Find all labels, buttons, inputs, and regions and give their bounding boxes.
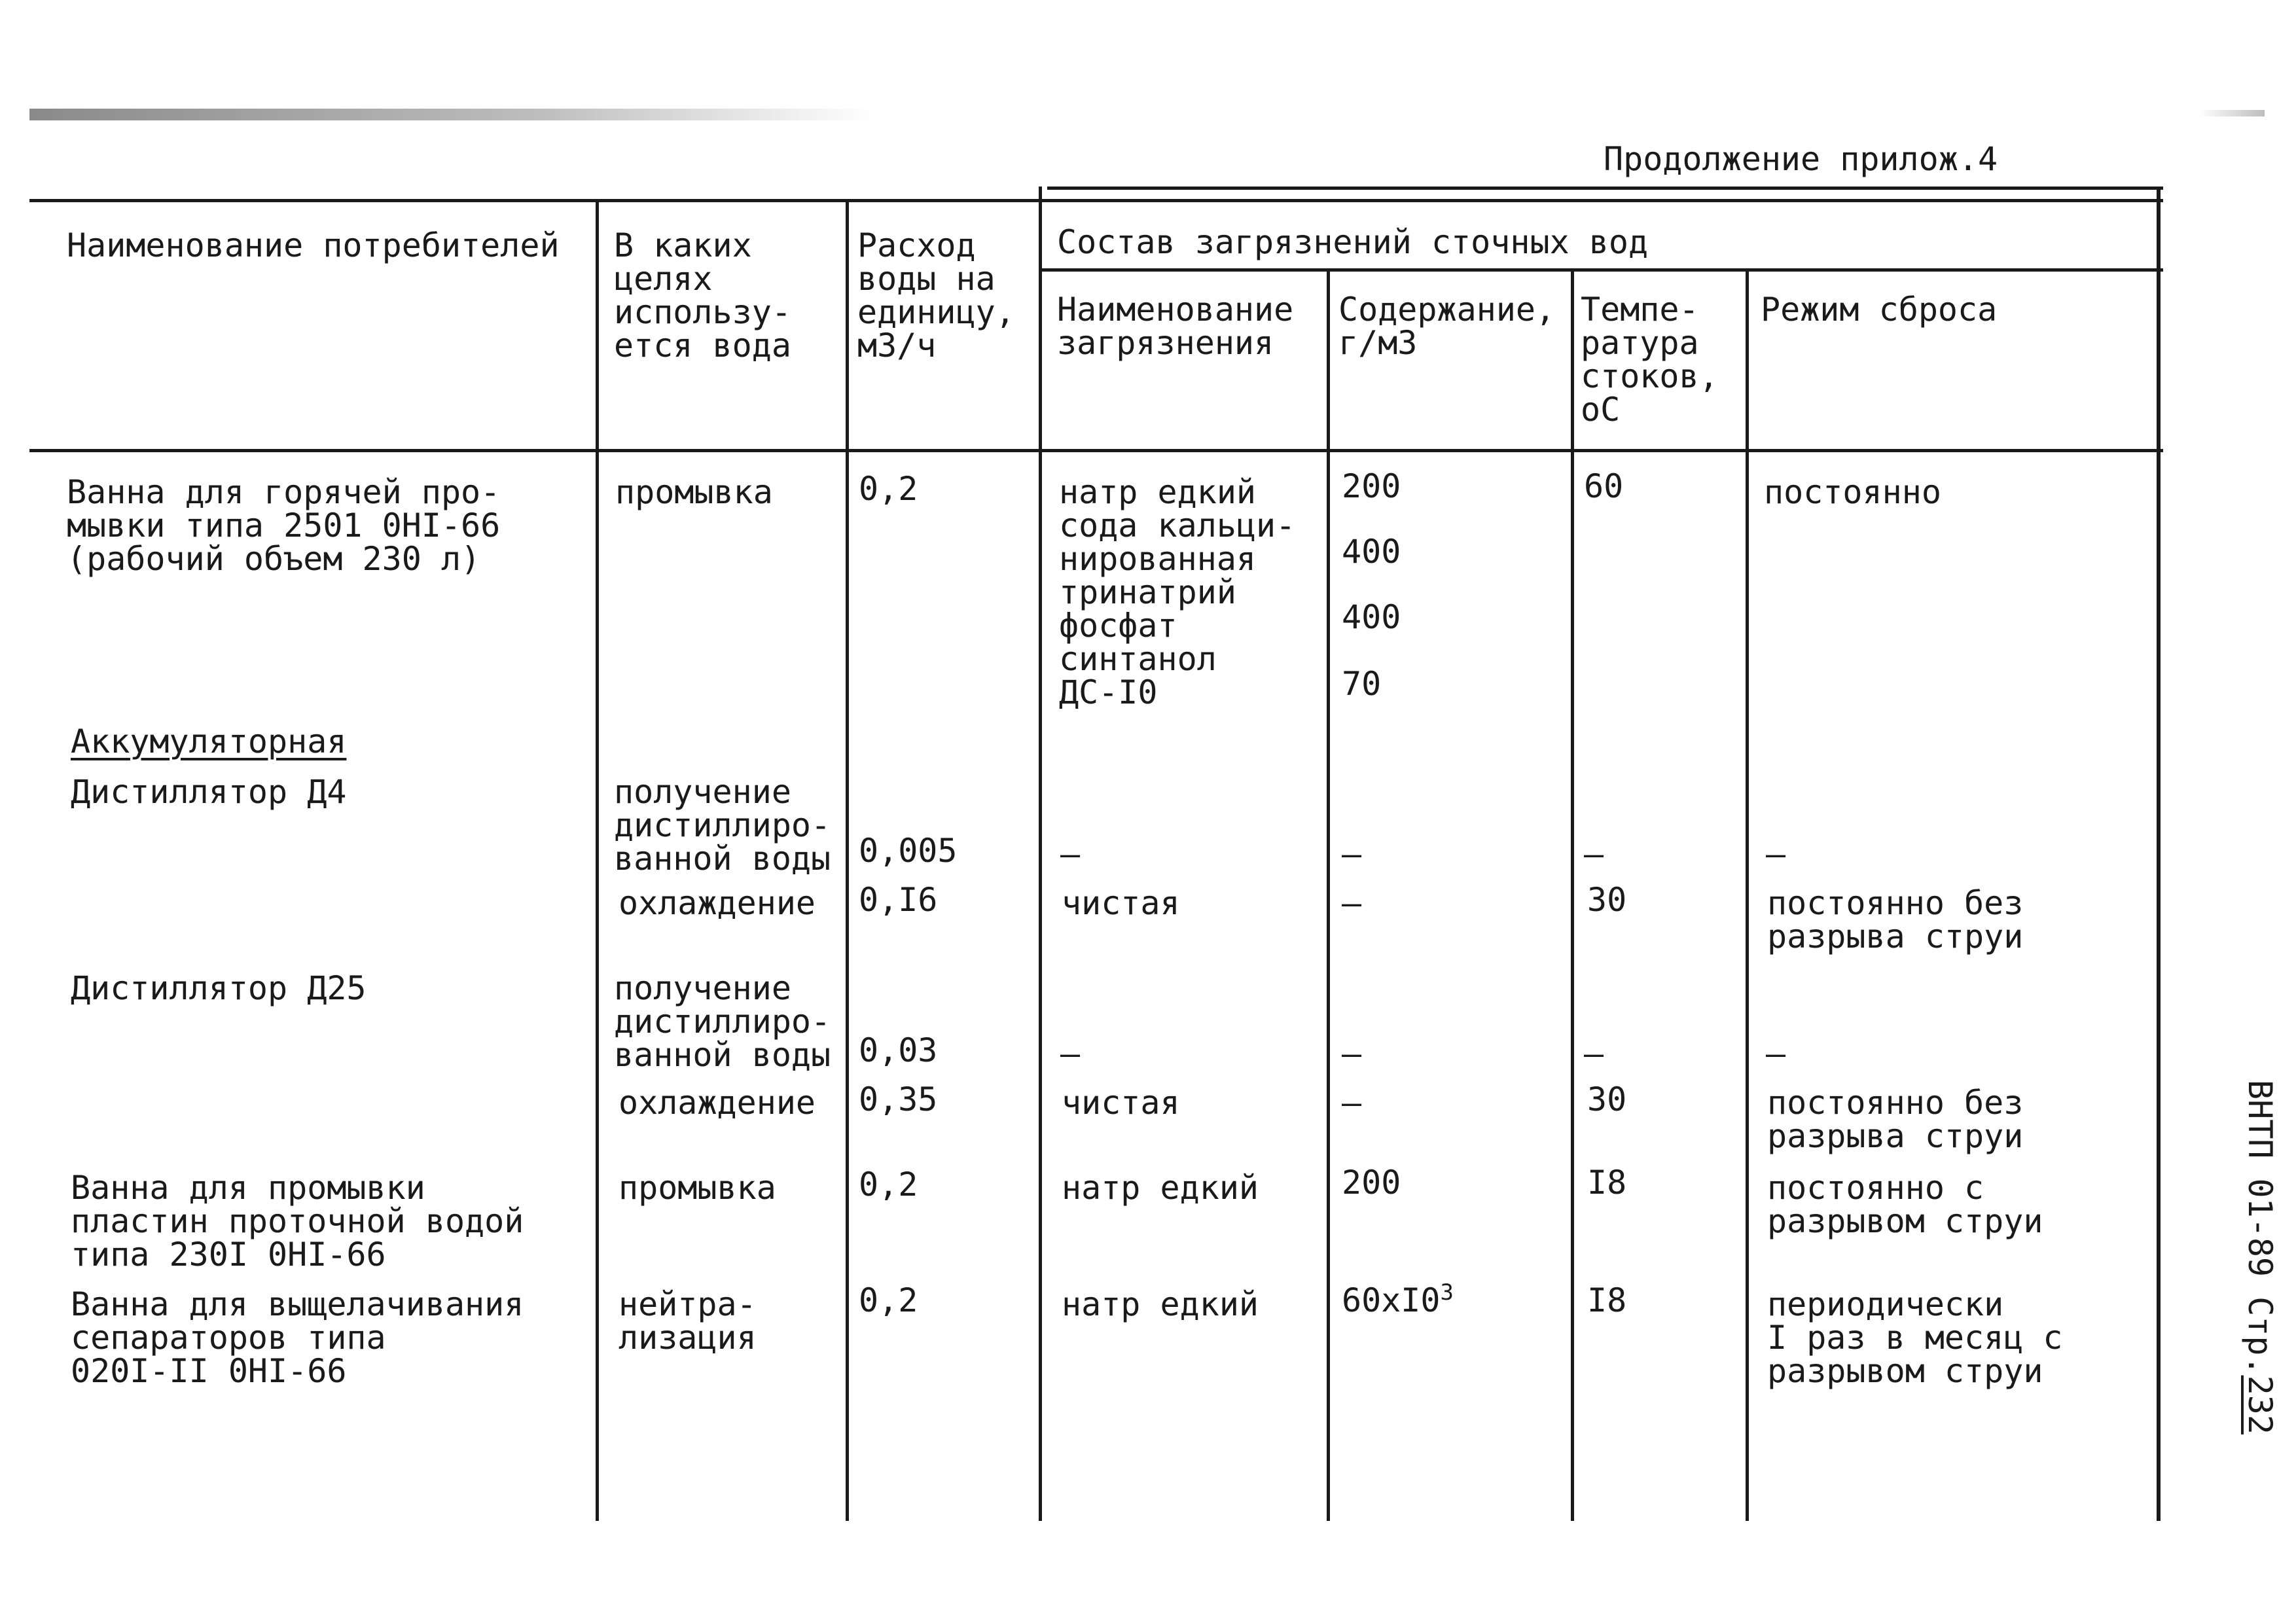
row5-content (1342, 1279, 1454, 1319)
d25-temperature-1: – (1584, 1035, 1604, 1073)
row1-purpose: промывка (615, 473, 773, 511)
row4-discharge: постоянно с разрывом струи (1767, 1169, 2043, 1240)
header-temperature: Темпе- ратура стоков, oC (1581, 291, 1719, 429)
d4-flow-1: 0,005 (859, 832, 958, 870)
column-divider (596, 199, 599, 1521)
row5-discharge: периодически I раз в месяц с разрывом струи (1767, 1285, 2063, 1390)
d25-temperature-2: 30 (1587, 1080, 1627, 1118)
d4-temperature-1: – (1584, 835, 1604, 873)
header-pollutant: Наименование загрязнения (1057, 291, 1294, 362)
d25-content-1: – (1342, 1035, 1362, 1073)
row1-content-2: 400 (1342, 533, 1401, 571)
d25-content-2: – (1342, 1084, 1362, 1122)
d25-flow-1: 0,03 (859, 1031, 938, 1069)
row1-content-1: 200 (1342, 467, 1401, 505)
d25-purpose-1: получение дистиллиро- ванной воды (614, 969, 831, 1074)
side-page-prefix: Стр. (2241, 1296, 2279, 1376)
scan-edge-artifact-right (2199, 110, 2265, 116)
d25-pollutant-1: – (1060, 1035, 1081, 1073)
d4-pollutant-2: чистая (1062, 884, 1180, 922)
header-discharge: Режим сброса (1761, 291, 1998, 329)
row1-content-3: 400 (1342, 598, 1401, 636)
side-page-number: 232 (2241, 1375, 2279, 1435)
d25-pollutant-2: чистая (1062, 1084, 1180, 1122)
header-purpose: В каких целях использу- ется вода (614, 226, 791, 365)
table-top-border (29, 199, 2163, 202)
d25-consumer: Дистиллятор Д25 (71, 969, 367, 1007)
group-header-divider (1041, 268, 2163, 272)
d4-content-1: – (1342, 835, 1362, 873)
row5-temperature: I8 (1587, 1281, 1627, 1319)
column-divider (1327, 268, 1330, 1521)
side-document-code (2224, 1080, 2279, 1435)
header-content: Содержание, г/м3 (1338, 291, 1556, 362)
row4-purpose: промывка (619, 1169, 776, 1207)
row5-consumer: Ванна для выщелачивания сепараторов типа 020I-II 0НI-66 (71, 1285, 524, 1390)
d4-discharge-1: – (1766, 835, 1786, 873)
d4-discharge-2: постоянно без разрыва струи (1767, 884, 2024, 955)
row4-content: 200 (1342, 1164, 1401, 1202)
side-code: ВНТП 01-89 (2241, 1080, 2279, 1277)
row5-pollutant: натр едкий (1062, 1285, 1259, 1323)
row1-pollutants: натр едкий сода кальци- нированная тринатрий фосфат синтанол ДС-I0 (1059, 473, 1296, 711)
header-consumer: Наименование потребителей (67, 226, 560, 264)
row1-flow: 0,2 (859, 470, 918, 508)
row5-content-base: 60xI0 (1342, 1281, 1441, 1319)
d4-content-2: – (1342, 884, 1362, 922)
column-divider (1571, 268, 1574, 1521)
d4-flow-2: 0,I6 (859, 881, 938, 919)
header-bottom-border (29, 449, 2163, 452)
table-right-border (2157, 187, 2161, 1521)
row1-discharge: постоянно (1764, 473, 1941, 511)
row4-temperature: I8 (1587, 1164, 1627, 1202)
column-divider (1746, 268, 1749, 1521)
row4-flow: 0,2 (859, 1166, 918, 1204)
row4-pollutant: натр едкий (1062, 1169, 1259, 1207)
row4-consumer: Ванна для промывки пластин проточной водой типа 230I 0НI-66 (71, 1169, 524, 1274)
d25-flow-2: 0,35 (859, 1080, 938, 1118)
d4-purpose-2: охлаждение (619, 884, 816, 922)
d4-temperature-2: 30 (1587, 881, 1627, 919)
row5-purpose: нейтра- лизация (619, 1285, 757, 1357)
row5-content-exponent: 3 (1440, 1279, 1454, 1306)
d25-discharge-2: постоянно без разрыва струи (1767, 1084, 2024, 1155)
d25-purpose-2: охлаждение (619, 1084, 816, 1122)
scan-edge-artifact (29, 109, 874, 120)
header-composition-group: Состав загрязнений сточных вод (1057, 223, 1649, 261)
row1-consumer: Ванна для горячей про- мывки типа 2501 0НI-66 (рабочий объем 230 л) (67, 473, 501, 578)
table-top-border-right (1047, 187, 2163, 190)
d4-consumer: Дистиллятор Д4 (71, 773, 347, 811)
column-divider (846, 199, 849, 1521)
row1-content-4: 70 (1342, 665, 1382, 703)
header-flow: Расход воды на единицу, м3/ч (857, 226, 1015, 365)
section-heading: Аккумуляторная (71, 722, 347, 760)
column-divider (1039, 187, 1042, 1521)
d4-purpose-1: получение дистиллиро- ванной воды (614, 773, 831, 878)
d4-pollutant-1: – (1060, 835, 1081, 873)
row5-flow: 0,2 (859, 1281, 918, 1319)
row1-temperature: 60 (1584, 467, 1624, 505)
d25-discharge-1: – (1766, 1035, 1786, 1073)
continuation-label: Продолжение прилож.4 (1604, 140, 1998, 178)
